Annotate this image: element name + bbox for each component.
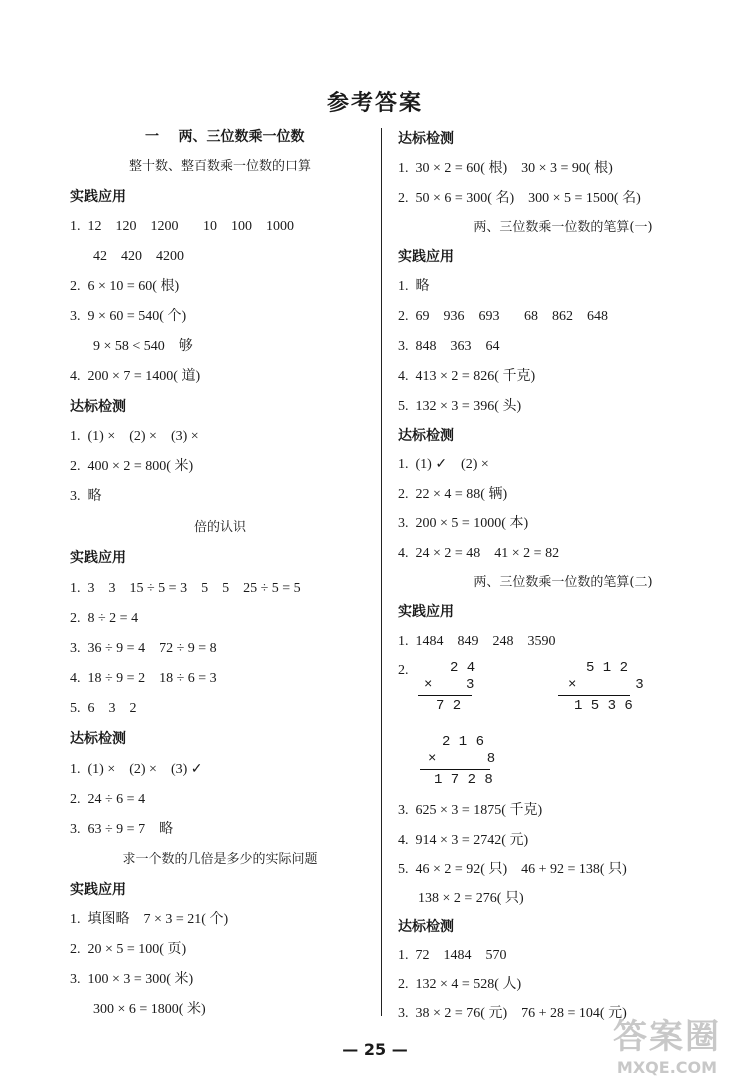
answer-line: 2. 6 × 10 = 60( 根) [70, 279, 180, 294]
calc-multiplier: × 3 [424, 677, 475, 693]
answer-line: 1. 30 × 2 = 60( 根) 30 × 3 = 90( 根) [398, 161, 613, 176]
calc-line [420, 769, 490, 770]
vertical-calc-216x8 [420, 734, 500, 794]
answer-line: 2. 69 936 693 68 862 648 [398, 309, 608, 324]
answer-line: 3. 36 ÷ 9 = 4 72 ÷ 9 = 8 [70, 641, 217, 656]
answer-line: 5. 6 3 2 [70, 701, 137, 716]
section-title: 两、三位数乘一位数的笔算(二) [473, 575, 653, 590]
answer-line: 300 × 6 = 1800( 米) [93, 1002, 206, 1017]
answer-line: 2. 400 × 2 = 800( 米) [70, 459, 194, 474]
answer-line: 1. 填图略 7 × 3 = 21( 个) [70, 912, 229, 927]
answer-line: 4. 914 × 3 = 2742( 元) [398, 833, 529, 848]
answer-line: 1. (1) × (2) × (3) × [70, 429, 199, 444]
section-title: 两、三位数乘一位数的笔算(一) [473, 220, 653, 235]
subsection-heading: 实践应用 [398, 249, 454, 265]
answer-line: 1. 72 1484 570 [398, 948, 507, 963]
calc-top: 5 1 2 [586, 660, 629, 676]
answer-line: 5. 132 × 3 = 396( 头) [398, 399, 522, 414]
vertical-calc-24x3 [418, 660, 478, 720]
calc-result: 1 7 2 8 [434, 772, 493, 788]
calc-multiplier: × 3 [568, 677, 644, 693]
answer-line: 3. 9 × 60 = 540( 个) [70, 309, 187, 324]
answer-line: 3. 100 × 3 = 300( 米) [70, 972, 194, 987]
answer-line: 4. 18 ÷ 9 = 2 18 ÷ 6 = 3 [70, 671, 217, 686]
answer-line: 1. (1) ✓ (2) × [398, 457, 489, 472]
answer-line: 42 420 4200 [93, 249, 184, 264]
page-number: — 25 — [342, 1040, 408, 1059]
calc-top: 2 1 6 [442, 734, 485, 750]
answer-line: 4. 24 × 2 = 48 41 × 2 = 82 [398, 546, 560, 561]
subsection-heading: 达标检测 [70, 399, 126, 415]
chapter-heading: 一 两、三位数乘一位数 [145, 129, 305, 145]
answer-line: 1. 12 120 1200 10 100 1000 [70, 219, 294, 234]
answer-line: 3. 625 × 3 = 1875( 千克) [398, 803, 543, 818]
watermark-text: 答案圈 [613, 1017, 721, 1057]
answer-line: 2. [398, 663, 409, 678]
answer-line: 3. 63 ÷ 9 = 7 略 [70, 822, 174, 837]
answer-line: 2. 20 × 5 = 100( 页) [70, 942, 187, 957]
calc-multiplier: × 8 [428, 751, 496, 767]
subsection-heading: 达标检测 [70, 731, 126, 747]
answer-line: 1. 略 [398, 279, 430, 294]
subsection-heading: 实践应用 [398, 604, 454, 620]
answer-line: 2. 24 ÷ 6 = 4 [70, 792, 146, 807]
section-title: 倍的认识 [193, 520, 246, 535]
answer-line: 2. 132 × 4 = 528( 人) [398, 977, 522, 992]
calc-result: 7 2 [436, 698, 462, 714]
subsection-heading: 达标检测 [398, 131, 454, 147]
section-title: 整十数、整百数乘一位数的口算 [128, 159, 311, 174]
answer-line: 4. 200 × 7 = 1400( 道) [70, 369, 201, 384]
answer-line: 3. 略 [70, 489, 102, 504]
subsection-heading: 实践应用 [70, 882, 126, 898]
page-title: 参考答案 [326, 91, 423, 116]
watermark-logo [592, 1017, 742, 1087]
answer-line: 3. 848 363 64 [398, 339, 500, 354]
calc-line [558, 695, 630, 696]
subsection-heading: 达标检测 [398, 428, 454, 444]
vertical-calc-512x3 [558, 660, 644, 720]
answer-line: 138 × 2 = 276( 只) [418, 891, 524, 906]
watermark-url: MXQE.COM [616, 1058, 718, 1077]
subsection-heading: 实践应用 [70, 189, 126, 205]
answer-line: 9 × 58 < 540 够 [93, 339, 193, 354]
answer-line: 1. 1484 849 248 3590 [398, 634, 556, 649]
answer-line: 2. 50 × 6 = 300( 名) 300 × 5 = 1500( 名) [398, 191, 641, 206]
calc-line [418, 695, 472, 696]
answer-line: 2. 8 ÷ 2 = 4 [70, 611, 139, 626]
answer-line: 3. 200 × 5 = 1000( 本) [398, 516, 529, 531]
subsection-heading: 达标检测 [398, 919, 454, 935]
answer-line: 1. 3 3 15 ÷ 5 = 3 5 5 25 ÷ 5 = 5 [70, 581, 301, 596]
answer-line: 3. 38 × 2 = 76( 元) 76 + 28 = 104( 元) [398, 1006, 627, 1021]
section-title: 求一个数的几倍是多少的实际问题 [122, 852, 318, 867]
answer-line: 2. 22 × 4 = 88( 辆) [398, 487, 508, 502]
answer-line: 4. 413 × 2 = 826( 千克) [398, 369, 536, 384]
calc-top: 2 4 [450, 660, 476, 676]
subsection-heading: 实践应用 [70, 550, 126, 566]
column-divider [381, 128, 382, 1016]
answer-line: 5. 46 × 2 = 92( 只) 46 + 92 = 138( 只) [398, 862, 627, 877]
answer-line: 1. (1) × (2) × (3) ✓ [70, 762, 203, 777]
calc-result: 1 5 3 6 [574, 698, 633, 714]
